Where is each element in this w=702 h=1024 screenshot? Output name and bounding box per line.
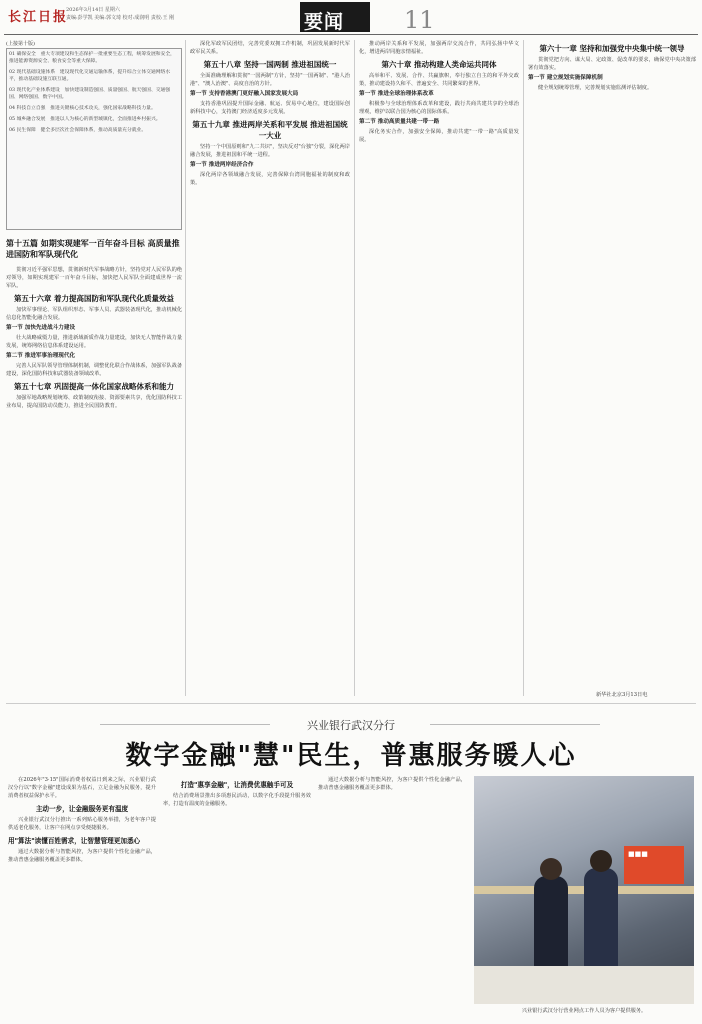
- ad-subheading: 主动一步，让金融服务更有温度: [35, 805, 129, 813]
- date-line: 2026年3月14日 星期六: [66, 7, 120, 13]
- paragraph: 贯彻习近平强军思想，贯彻新时代军事战略方针，坚持党对人民军队的绝对领导，如期实现建军一百年奋斗目标，加快把人民军队全面建成世界一流军队。: [6, 267, 182, 289]
- ad-subheading: 用"算法"读懂百姓需求，让智慧管理更加悉心: [8, 837, 141, 845]
- column-3: [359, 40, 519, 696]
- paragraph: 深化务实合作，加强安全保障，推动共建"一带一路"高质量发展。: [359, 129, 519, 143]
- dateline-signature: 新华社北京3月13日电: [596, 692, 648, 698]
- section-heading: 第一节 推进两岸经济合作: [190, 162, 254, 168]
- photo-caption: 兴业银行武汉分行营业网点工作人员为客户提供服务。: [521, 1008, 647, 1014]
- chapter-heading: 第六十一章 坚持和加强党中央集中统一领导: [539, 44, 685, 53]
- section-heading: 第二节 推动高质量共建一带一路: [359, 119, 440, 125]
- column-divider: [354, 40, 355, 696]
- column-divider: [523, 40, 524, 696]
- paragraph: 支持香港巩固提升国际金融、航运、贸易中心地位，建设国际创新科技中心，支持澳门经济适度多元发展。: [190, 101, 350, 115]
- paragraph: 高举和平、发展、合作、共赢旗帜，奉行独立自主的和平外交政策，推动建设持久和平、普遍安全、共同繁荣的世界。: [359, 73, 519, 87]
- section-heading: 第一节 建立规划实施保障机制: [528, 75, 603, 81]
- editor-line: 责编:彭学凯 美编:郭文琦 校对:成润明 责校:王 刚: [66, 15, 175, 21]
- paragraph: 结合消费场景推出多项惠民活动，以数字化手段提升服务效率，打造有温度的金融服务。: [163, 793, 311, 807]
- paragraph: 完善人民军队领导管理体制机制，调整优化联合作战体系，加强军队战备建设，深化国防科技和武器装备领域改革。: [6, 363, 182, 377]
- column-divider: [185, 40, 186, 696]
- chapter-heading: 第五十六章 着力提高国防和军队现代化质量效益: [13, 294, 175, 303]
- chapter-heading: 第五十七章 巩固提高一体化国家战略体系和能力: [13, 382, 175, 391]
- paragraph: 在2026年"3·15"国际消费者权益日到来之际，兴业银行武汉分行以"数字金融"建设成果为基石，立足金融为民服务，提升消费者权益保护水平。: [8, 777, 156, 799]
- continued-note: (上接第十版): [6, 41, 35, 47]
- box-row: 04 科技自立自强 推进关键核心技术攻关，强化国家战略科技力量。: [9, 106, 156, 111]
- paragraph: 全面准确理解和贯彻"一国两制"方针，坚持"一国两制"、"港人治港"、"澳人治澳"、高度自治的方针。: [190, 73, 350, 87]
- section-heading: 第一节 加快先进战斗力建设: [6, 325, 76, 331]
- photo-desk: [474, 966, 694, 1004]
- ad-bank-name: 兴业银行武汉分行: [307, 719, 395, 732]
- column-1: [6, 266, 182, 696]
- section-heading: 第一节 支持香港澳门更好融入国家发展大局: [190, 91, 299, 97]
- section-heading: 第一节 推进全球治理体系改革: [359, 91, 434, 97]
- ad-column-2: [163, 776, 311, 1016]
- col1-headline: 第十五篇 如期实现建军一百年奋斗目标 高质量推进国防和军队现代化: [6, 239, 180, 259]
- chapter-heading: 第六十章 推动构建人类命运共同体: [381, 60, 497, 69]
- paragraph: 加强军地战略规划统筹、政策制度衔接、资源要素共享，优化国防科技工业布局，提高国防动员能力，推进全民国防教育。: [6, 395, 182, 409]
- box-row: 01 确保安全 重大专项建设和生态保护一批重要生态工程，统筹发展和安全，推进能源资源安全、粮食安全等重大保障。: [9, 52, 175, 64]
- column-4: [528, 40, 696, 690]
- photo-head: [540, 858, 562, 880]
- paragraph: 兴业银行武汉分行推出一系列贴心服务举措，为老年客户提供适老化服务，让客户在网点享受便捷服务。: [8, 817, 156, 831]
- box-row: 02 现代基础设施体系 建设现代化交通运输体系，提升综合立体交通网络水平，推动基础设施互联互通。: [9, 70, 171, 82]
- chapter-heading: 第五十八章 坚持一国两制 推进祖国统一: [203, 60, 337, 69]
- paragraph: 健全规划统筹管理，完善规划实施监测评估制度。: [538, 85, 653, 91]
- ad-headline: 数字金融"慧"民生，普惠服务暖人心: [125, 741, 577, 771]
- section-heading: 第二节 推进军事治理现代化: [6, 353, 76, 359]
- paragraph: 积极参与全球治理体系改革和建设，践行共商共建共享的全球治理观，维护以联合国为核心的国际体系。: [359, 101, 519, 115]
- ad-column-1: [8, 776, 156, 1016]
- paragraph: 壮大战略威慑力量，推进新域新质作战力量建设，加快无人智能作战力量发展，统筹网络信息体系建设运用。: [6, 335, 182, 349]
- box-row: 03 现代化产业体系建设 加快建设制造强国、质量强国、航天强国、交通强国、网络强国、数字中国。: [9, 88, 171, 100]
- photo-sign-mark: ■■■: [628, 850, 648, 858]
- paragraph: 深化军政军民团结，完善党委双拥工作机制，巩固发展新时代军政军民关系。: [190, 41, 350, 55]
- page-number: 11: [404, 6, 435, 34]
- paragraph: 加快军事理论、军队组织形态、军事人员、武器装备现代化，推动机械化信息化智能化融合发展。: [6, 307, 182, 321]
- section-title: 要闻: [304, 11, 345, 33]
- info-box: [6, 48, 182, 230]
- paragraph: 深化两岸各领域融合发展，完善保障台湾同胞福祉的制度和政策。: [190, 172, 350, 186]
- box-row: 05 城乡融合发展 推进以人为核心的新型城镇化，全面推进乡村振兴。: [9, 117, 161, 122]
- column-2: [190, 40, 350, 696]
- paragraph: 坚持一个中国原则和"九二共识"，坚决反对"台独"分裂，深化两岸融合发展，推进祖国和平统一进程。: [190, 144, 350, 158]
- box-row: 06 民生保障 健全多层次社会保障体系，推动高质量充分就业。: [9, 128, 147, 133]
- header-rule: [4, 34, 698, 35]
- ad-column-3: [318, 776, 466, 1016]
- paragraph: 推动两岸关系和平发展，加强两岸交流合作，共同弘扬中华文化，增进两岸同胞亲情福祉。: [359, 41, 519, 55]
- paragraph: 贯彻党把方向、谋大局、定政策、促改革的要求，确保党中央决策部署有效落实。: [528, 57, 696, 71]
- ad-subheading: 打造"惠享金融"，让消费优惠触手可及: [180, 781, 294, 789]
- masthead: 长江日报: [8, 10, 69, 25]
- branch-photo: [474, 776, 694, 1004]
- paragraph: 通过大数据分析与智能风控，为客户提供个性化金融产品，推动普惠金融服务覆盖更多群体。: [8, 849, 156, 863]
- page-header: [0, 0, 702, 44]
- photo-head: [590, 850, 612, 872]
- chapter-heading: 第五十九章 推进两岸关系和平发展 推进祖国统一大业: [192, 120, 348, 140]
- paragraph: 通过大数据分析与智能风控，为客户提供个性化金融产品，推动普惠金融服务覆盖更多群体。: [318, 777, 466, 791]
